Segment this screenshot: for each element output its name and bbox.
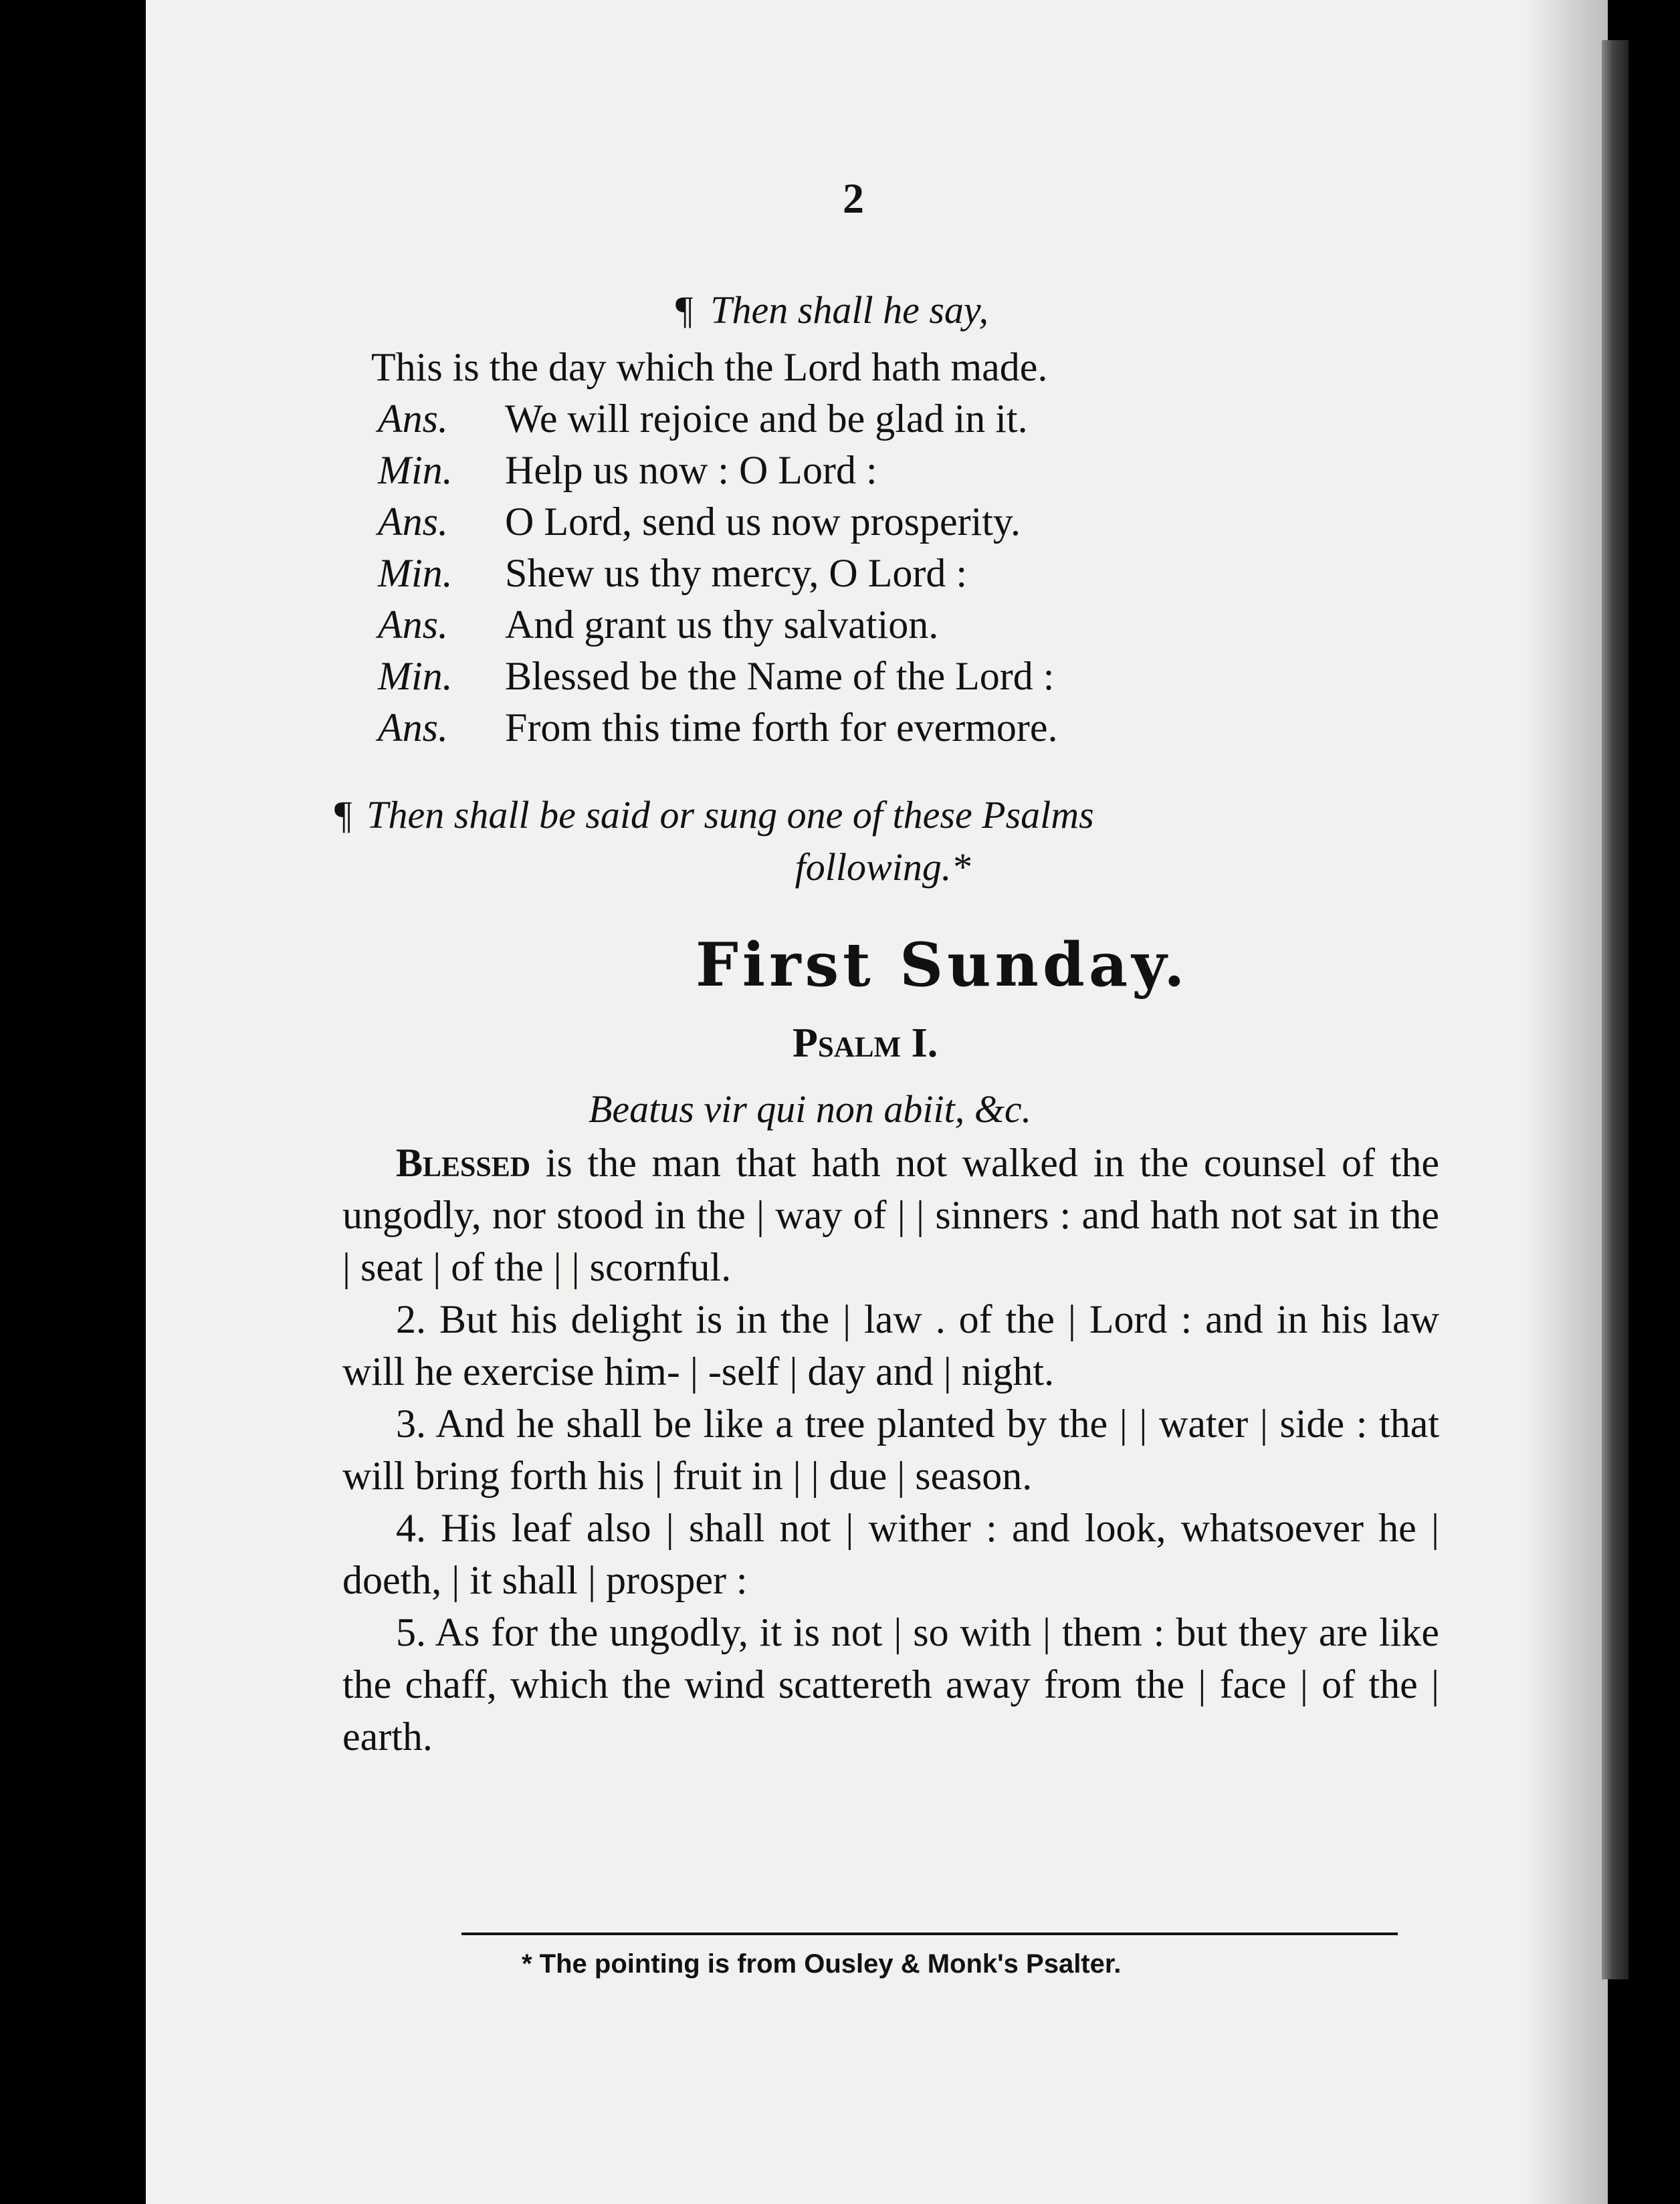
section-title: First Sunday.: [696, 929, 1189, 1000]
versicle-line: [378, 396, 1028, 442]
versicle-speaker: Ans.: [378, 500, 448, 544]
versicle-text: Blessed be the Name of the Lord :: [505, 654, 1055, 698]
versicle-text: Help us now : O Lord :: [505, 448, 877, 492]
pilcrow-icon: ¶: [675, 288, 694, 332]
versicle-line: [378, 602, 938, 648]
versicle-speaker: Ans.: [378, 602, 448, 647]
psalm-latin-incipit: Beatus vir qui non abiit, &c.: [589, 1087, 1032, 1131]
versicle-line: [371, 344, 1047, 391]
versicle-line: [378, 499, 1021, 545]
versicle-speaker: Ans.: [378, 705, 448, 750]
psalm-text: [342, 1137, 1439, 1763]
psalm-verse-2: 2. But his delight is in the | law . of the | Lord : and in his law will he exercise him- | -self | day and | night.: [342, 1297, 1439, 1394]
rubric-psalms: [334, 789, 1431, 893]
pilcrow-icon: ¶: [334, 793, 352, 837]
page-number: 2: [843, 175, 864, 222]
psalm-verse-1: [342, 1137, 1439, 1293]
footnote-rule: [461, 1933, 1398, 1935]
versicle-text: O Lord, send us now prosperity.: [505, 500, 1021, 544]
psalm-title: Psalm I.: [793, 1020, 938, 1066]
psalm-verse-5: 5. As for the ungodly, it is not | so with | them : but they are like the chaff, which the wind scattereth away from the | face | of the | earth.: [342, 1610, 1439, 1759]
versicle-speaker: Min.: [378, 654, 453, 698]
versicle-text: And grant us thy salvation.: [505, 602, 939, 647]
verse-text: is the man that hath not walked in the counsel of the ungodly, nor stood in the | way of | | sinners : and hath not sat in the | seat | of the | | scornful.: [342, 1141, 1440, 1289]
rubric-intro: [675, 288, 988, 332]
rubric-psalms-line1: Then shall be said or sung one of these Psalms: [366, 793, 1094, 837]
versicle-text: From this time forth for evermore.: [505, 705, 1058, 750]
versicle-speaker: Ans.: [378, 397, 448, 441]
versicle-text: We will rejoice and be glad in it.: [505, 397, 1028, 441]
rubric-intro-text: Then shall he say,: [710, 288, 988, 332]
versicle-speaker: Min.: [378, 551, 453, 595]
rubric-psalms-line2: following.*: [795, 845, 971, 889]
versicle-line: [378, 550, 967, 596]
versicle-speaker: Min.: [378, 448, 453, 492]
verse-first-word: Blessed: [396, 1141, 531, 1185]
psalm-verse-3: 3. And he shall be like a tree planted by the | | water | side : that will bring forth his | fruit in | | due | season.: [342, 1402, 1439, 1498]
versicle-line: [378, 447, 877, 493]
versicle-line: [378, 653, 1054, 699]
versicle-text: Shew us thy mercy, O Lord :: [505, 551, 967, 595]
footnote: * The pointing is from Ousley & Monk's Psalter.: [522, 1949, 1122, 1979]
versicle-line: [378, 705, 1057, 751]
versicle-text: This is the day which the Lord hath made.: [371, 345, 1048, 389]
psalm-verse-4: 4. His leaf also | shall not | wither : and look, whatsoever he | doeth, | it shall | prosper :: [342, 1506, 1439, 1602]
